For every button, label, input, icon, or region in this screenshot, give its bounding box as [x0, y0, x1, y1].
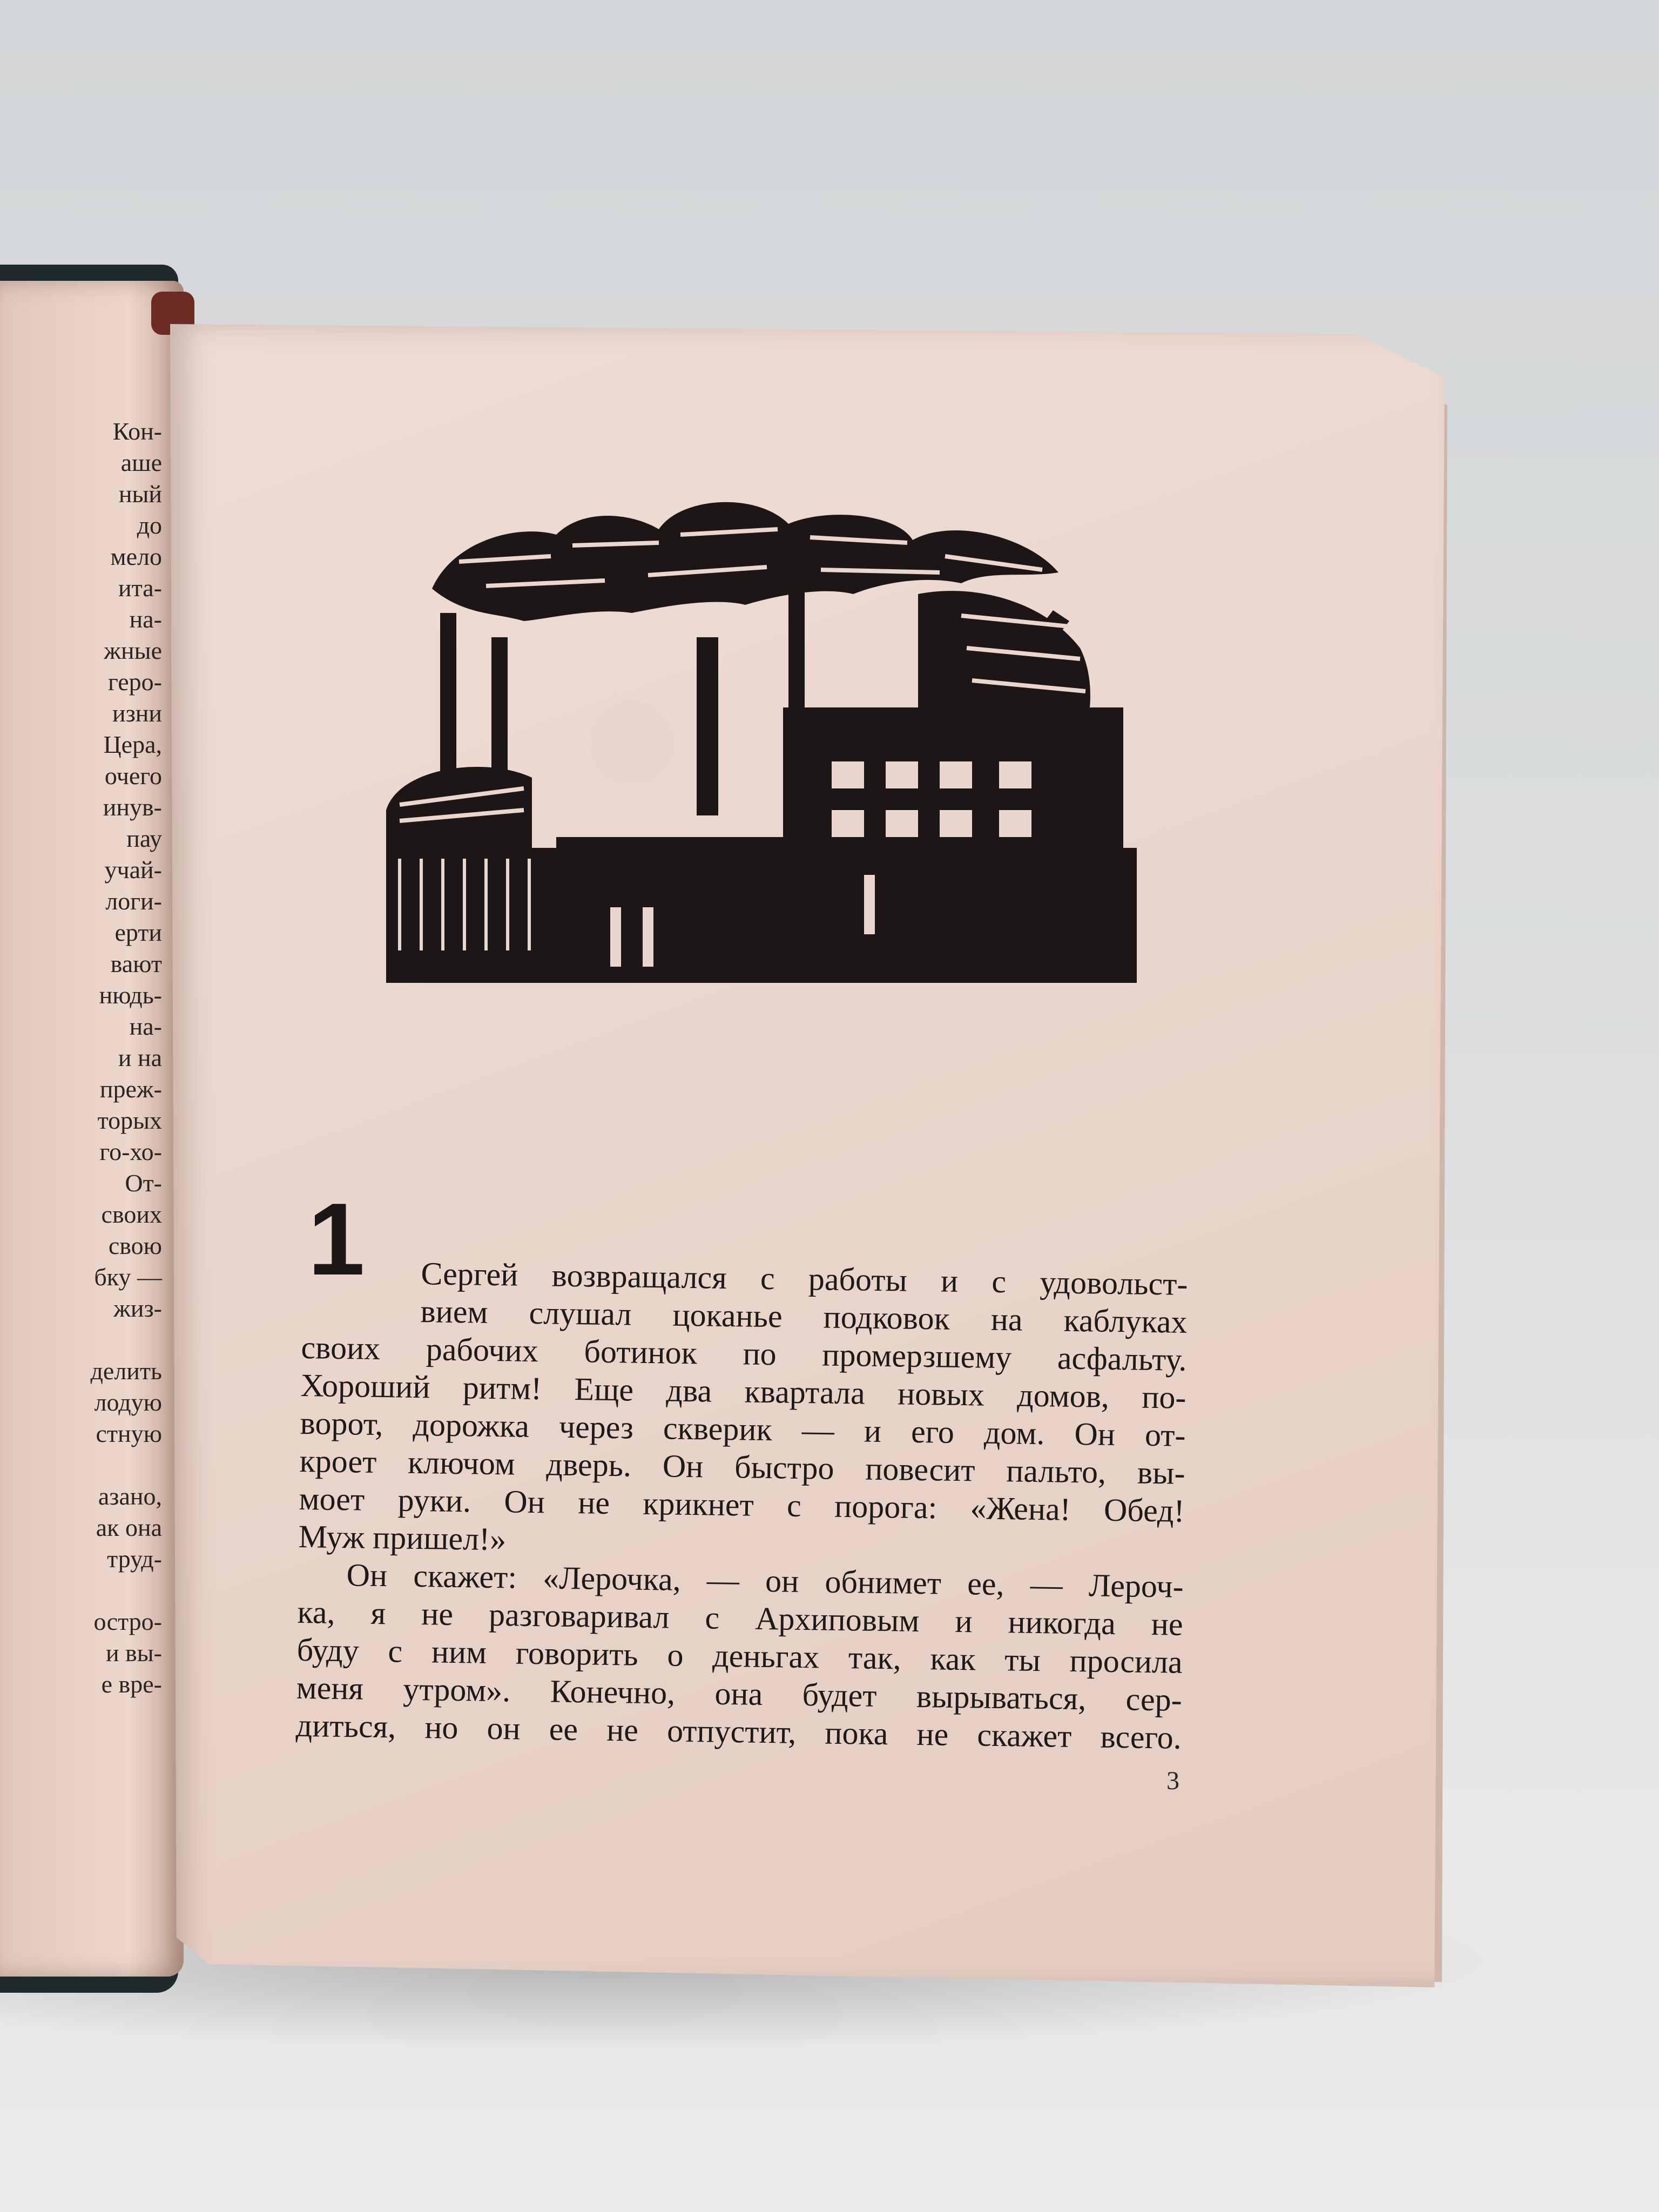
- left-page-line: бку —: [94, 1263, 162, 1291]
- left-page-line: ерти: [114, 919, 162, 946]
- text-line: меня утром». Конечно, она будет вырываться, сер-: [296, 1669, 1183, 1718]
- left-page-line: торых: [97, 1107, 162, 1134]
- left-page-line: пау: [126, 825, 162, 852]
- left-page-line: е вре-: [101, 1670, 162, 1698]
- text-line: буду с ним говорить о деньгах так, как ты просила: [296, 1631, 1183, 1680]
- left-page-line: остро-: [93, 1608, 162, 1635]
- left-page-line: ита-: [118, 574, 162, 602]
- left-page-line: очего: [104, 762, 162, 790]
- left-page-line: геро-: [108, 668, 162, 696]
- chapter-body-text: [295, 1253, 1188, 1757]
- left-page-line: го-хо-: [99, 1138, 162, 1165]
- text-line: ка, я не разговаривал с Архиповым и никогда не: [297, 1594, 1184, 1642]
- left-page-line: [0, 1575, 162, 1606]
- text-line: Он скажет: «Лерочка, — он обнимет ее, — Лероч-: [346, 1557, 1184, 1604]
- left-page-line: [0, 1449, 162, 1481]
- left-page-line: Кон-: [112, 417, 162, 445]
- text-line: диться, но он ее не отпустит, пока не скажет всего.: [295, 1707, 1182, 1756]
- left-page-line: на-: [129, 605, 162, 633]
- left-page-line: учай-: [104, 856, 162, 884]
- text-line: Муж пришел!»: [298, 1518, 507, 1557]
- text-line: кроет ключом дверь. Он быстро повесит пальто, вы-: [299, 1442, 1185, 1491]
- left-page-line: [0, 1324, 162, 1355]
- left-page-text: [0, 416, 162, 1700]
- text-line: Сергей возвращался с работы и с удовольст-: [421, 1256, 1188, 1302]
- left-page-line: своих: [101, 1201, 162, 1228]
- page-number: 3: [1166, 1766, 1179, 1795]
- left-page-line: преж-: [99, 1075, 162, 1103]
- left-page-line: стную: [96, 1420, 162, 1447]
- left-page-line: труд-: [107, 1545, 162, 1573]
- text-line: ворот, дорожка через скверик — и его дом. Он от-: [300, 1405, 1186, 1453]
- left-page-line: аше: [120, 449, 162, 476]
- left-page-line: Цера,: [103, 731, 162, 758]
- factory-woodcut-illustration: [378, 475, 1145, 1004]
- left-page-line: вают: [110, 950, 162, 977]
- left-page-line: изни: [112, 699, 162, 727]
- left-page-line: логи-: [105, 887, 162, 915]
- left-page-line: жные: [104, 637, 162, 664]
- left-page-line: азано,: [98, 1482, 162, 1510]
- left-page-line: делить: [90, 1357, 162, 1385]
- left-page-line: ак она: [96, 1514, 162, 1541]
- left-page-line: и на: [118, 1044, 162, 1071]
- left-page-line: нюдь-: [99, 981, 162, 1009]
- text-line: моет руки. Он не крикнет с порога: «Жена! Обед!: [299, 1480, 1185, 1529]
- left-page-line: От-: [125, 1169, 162, 1197]
- left-page-line: свою: [108, 1232, 162, 1259]
- left-page: [0, 281, 184, 1977]
- left-page-line: на-: [129, 1013, 162, 1040]
- text-line: своих рабочих ботинок по промерзшему асфальту.: [301, 1329, 1187, 1378]
- left-page-line: и вы-: [105, 1639, 162, 1667]
- left-page-line: инув-: [103, 793, 162, 821]
- left-page-line: мело: [110, 543, 162, 570]
- text-line: Хороший ритм! Еще два квартала новых домов, по-: [300, 1367, 1186, 1415]
- chapter-number: 1: [308, 1182, 365, 1297]
- left-page-line: жиз-: [113, 1294, 162, 1322]
- left-page-line: лодую: [94, 1388, 162, 1416]
- left-page-line: до: [137, 511, 162, 539]
- left-page-line: ный: [118, 480, 162, 508]
- text-line: вием слушал цоканье подковок на каблуках: [420, 1293, 1188, 1340]
